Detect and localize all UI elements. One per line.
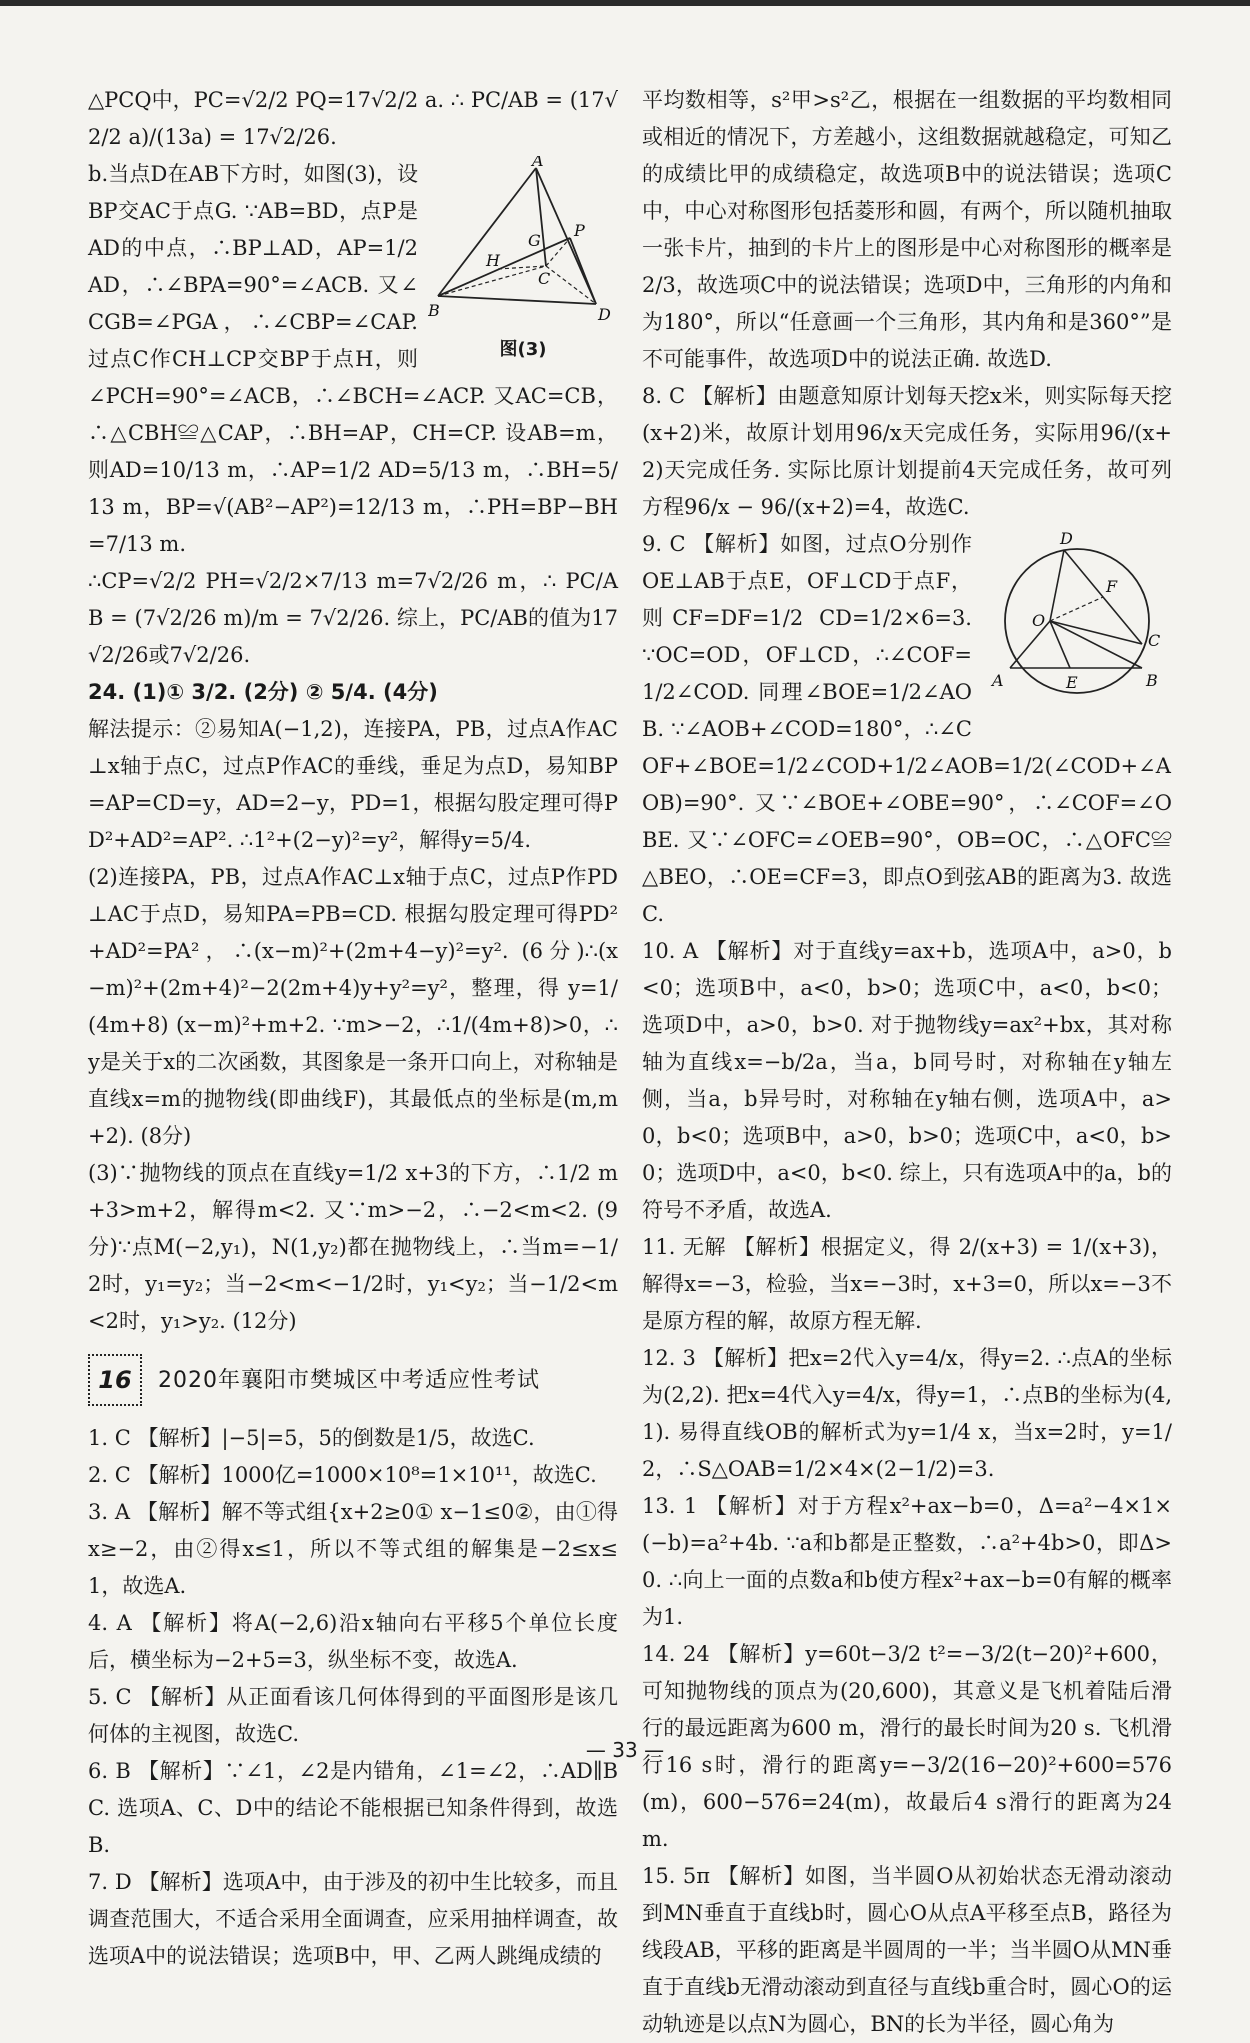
circle-label-E: E [1066,673,1078,692]
label-D: D [598,305,611,324]
label-A: A [532,156,544,170]
answer-14: 14. 24 【解析】y=60t−3/2 t²=−3/2(t−20)²+600，可知抛物线的顶点为(20,600)，其意义是飞机着陆后滑行的最远距离为600 m，滑行的最长时间为20 s. 飞机滑行16 s时，滑行的距离y=−3/2(16−20)²+600=576(m)，600−576=24(m)，故最后4 s滑行的距离为24 m. [642,1642,1172,1851]
label-P: P [574,221,585,240]
circle-label-F: F [1106,577,1118,596]
label-B: B [428,301,440,320]
answer-13: 13. 1 【解析】对于方程x²+ax−b=0，Δ=a²−4×1×(−b)=a²+4b. ∵a和b都是正整数，∴a²+4b>0，即Δ>0. ∴向上一面的点数a和b使方程x²+ax−b=0有解的概率为1. [642,1494,1172,1629]
figure-3-diagram [428,156,618,326]
circle-label-B: B [1146,671,1158,690]
answer-4: 4. A 【解析】将A(−2,6)沿x轴向右平移5个单位长度后，横坐标为−2+5=3，纵坐标不变，故选A. [88,1611,618,1672]
answer-1: 1. C 【解析】|−5|=5，5的倒数是1/5，故选C. [88,1426,535,1450]
paragraph-conclusion: ∴CP=√2/2 PH=√2/2×7/13 m=7√2/26 m，∴ PC/AB = (7√2/26 m)/m = 7√2/26. 综上，PC/AB的值为17√2/26或7√2/26. [88,569,618,667]
answer-12: 12. 3 【解析】把x=2代入y=4/x，得y=2. ∴点A的坐标为(2,2). 把x=4代入y=4/x，得y=1，∴点B的坐标为(4,1). 易得直线OB的解析式为y=1/4 x，当x=2时，y=1/2，∴S△OAB=1/2×4×(2−1/2)=3. [642,1346,1172,1481]
q24-part2: (2)连接PA，PB，过点A作AC⊥x轴于点C，过点P作PD⊥AC于点D，易知PA=PB=CD. 根据勾股定理可得PD²+AD²=PA²，∴(x−m)²+(2m+4−y)²=y². (6分)∴(x−m)²+(2m+4)²−2(2m+4)y+y²=y²，整理，得 y=1/(4m+8) (x−m)²+m+2. ∵m>−2，∴1/(4m+8)>0，∴y是关于x的二次函数，其图象是一条开口向上，对称轴是直线x=m的抛物线(即曲线F)，其最低点的坐标是(m,m+2). (8分) [88,865,618,1148]
figure-3 [428,156,618,362]
figure-3-caption: 图(3) [499,339,547,360]
circle-label-A: A [992,671,1004,690]
q24-hint: 解法提示：②易知A(−1,2)，连接PA，PB，过点A作AC⊥x轴于点C，过点P作AC的垂线，垂足为点D，易知BP=AP=CD=y，AD=2−y，PD=1，根据勾股定理可得PD²+AD²=AP². ∴1²+(2−y)²=y²，解得y=5/4. [88,717,618,852]
answer-8: 8. C 【解析】由题意知原计划每天挖x米，则实际每天挖(x+2)米，故原计划用96/x天完成任务，实际用96/(x+2)天完成任务. 实际比原计划提前4天完成任务，故可列方程96/x − 96/(x+2)=4，故选C. [642,384,1172,519]
answer-2: 2. C 【解析】1000亿=1000×10⁸=1×10¹¹，故选C. [88,1463,597,1487]
circle-diagram [982,526,1172,706]
label-H: H [486,251,500,270]
answer-5: 5. C 【解析】从正面看该几何体得到的平面图形是该几何体的主视图，故选C. [88,1685,618,1746]
circle-figure [982,526,1172,718]
section-title: 2020年襄阳市樊城区中考适应性考试 [158,1367,540,1393]
answer-7-cont: 平均数相等，s²甲>s²乙，根据在一组数据的平均数相同或相近的情况下，方差越小，这组数据就越稳定，可知乙的成绩比甲的成绩稳定，故选项B中的说法错误；选项C中，中心对称图形包括菱形和圆，有两个，所以随机抽取一张卡片，抽到的卡片上的图形是中心对称图形的概率是2/3，故选项C中的说法错误；选项D中，三角形的内角和为180°，所以“任意画一个三角形，其内角和是360°”是不可能事件，故选项D中的说法正确. 故选D. [642,88,1172,371]
circle-label-O: O [1032,611,1046,630]
section-header [88,1354,618,1406]
paragraph-pcq: △PCQ中，PC=√2/2 PQ=17√2/2 a. ∴ PC/AB = (17√2/2 a)/(13a) = 17√2/26. [88,88,618,149]
section-number: 16 [88,1354,142,1406]
circle-label-C: C [1148,631,1161,650]
q24-answer: 24. (1)① 3/2. (2分) ② 5/4. (4分) [88,680,438,704]
answer-10: 10. A 【解析】对于直线y=ax+b，选项A中，a>0，b<0；选项B中，a<0，b>0；选项C中，a<0，b<0；选项D中，a>0，b>0. 对于抛物线y=ax²+bx，其对称轴为直线x=−b/2a，当a，b同号时，对称轴在y轴左侧，当a，b异号时，对称轴在y轴右侧，选项A中，a>0，b<0；选项B中，a>0，b>0；选项C中，a<0，b>0；选项D中，a<0，b<0. 综上，只有选项A中的a，b的符号不矛盾，故选A. [642,939,1172,1222]
answer-7: 7. D 【解析】选项A中，由于涉及的初中生比较多，而且调查范围大，不适合采用全面调查，应采用抽样调查，故选项A中的说法错误；选项B中，甲、乙两人跳绳成绩的 [88,1870,618,1968]
answer-15: 15. 5π 【解析】如图，当半圆O从初始状态无滑动滚动到MN垂直于直线b时，圆心O从点A平移至点B，路径为线段AB，平移的距离是半圆周的一半；当半圆O从MN垂直于直线b无滑动滚动到直径与直线b重合时，圆心O的运动轨迹是以点N为圆心，BN的长为半径，圆心角为 [642,1864,1172,2036]
answer-6: 6. B 【解析】∵∠1，∠2是内错角，∠1=∠2，∴AD∥BC. 选项A、C、D中的结论不能根据已知条件得到，故选B. [88,1759,618,1857]
q24-part3: (3)∵抛物线的顶点在直线y=1/2 x+3的下方，∴1/2 m+3>m+2，解得m<2. 又∵m>−2，∴−2<m<2. (9分)∵点M(−2,y₁)，N(1,y₂)都在抛物线上，∴当m=−1/2时，y₁=y₂；当−2<m<−1/2时，y₁<y₂；当−1/2<m<2时，y₁>y₂. (12分) [88,1161,618,1333]
paragraph-case-b: b.当点D在AB下方时，如图(3)，设BP交AC于点G. ∵AB=BD，点P是AD的中点，∴BP⊥AD，AP=1/2 AD，∴∠BPA=90°=∠ACB. 又∠CGB=∠PGA，∴∠CBP=∠CAP. 过点C作CH⊥CP交BP于点H，则∠PCH=90°=∠ACB，∴∠BCH=∠ACP. 又AC=CB，∴△CBH≌△CAP，∴BH=AP，CH=CP. 设AB=m，则AD=10/13 m，∴AP=1/2 AD=5/13 m，∴BH=5/13 m，BP=√(AB²−AP²)=12/13 m，∴PH=BP−BH=7/13 m. [88,162,618,556]
label-C: C [538,269,551,288]
top-rule [0,0,1250,6]
answer-11: 11. 无解 【解析】根据定义，得 2/(x+3) = 1/(x+3)，解得x=−3，检验，当x=−3时，x+3=0，所以x=−3不是原方程的解，故原方程无解. [642,1235,1172,1333]
left-column [88,82,618,1975]
circle-label-D: D [1060,529,1073,548]
label-G: G [528,231,541,250]
page-number: — 33 — [585,1738,665,1762]
answer-3: 3. A 【解析】解不等式组{x+2≥0① x−1≤0②，由①得x≥−2，由②得x≤1，所以不等式组的解集是−2≤x≤1，故选A. [88,1500,618,1598]
answer-9: 9. C 【解析】如图，过点O分别作OE⊥AB于点E，OF⊥CD于点F，则CF=DF=1/2 CD=1/2×6=3. ∵OC=OD，OF⊥CD，∴∠COF=1/2∠COD. 同理∠BOE=1/2∠AOB. ∵∠AOB+∠COD=180°，∴∠COF+∠BOE=1/2∠COD+1/2∠AOB=1/2(∠COD+∠AOB)=90°. 又∵∠BOE+∠OBE=90°，∴∠COF=∠OBE. 又∵∠OFC=∠OEB=90°，OB=OC，∴△OFC≌△BEO，∴OE=CF=3，即点O到弦AB的距离为3. 故选C. [642,532,1172,926]
